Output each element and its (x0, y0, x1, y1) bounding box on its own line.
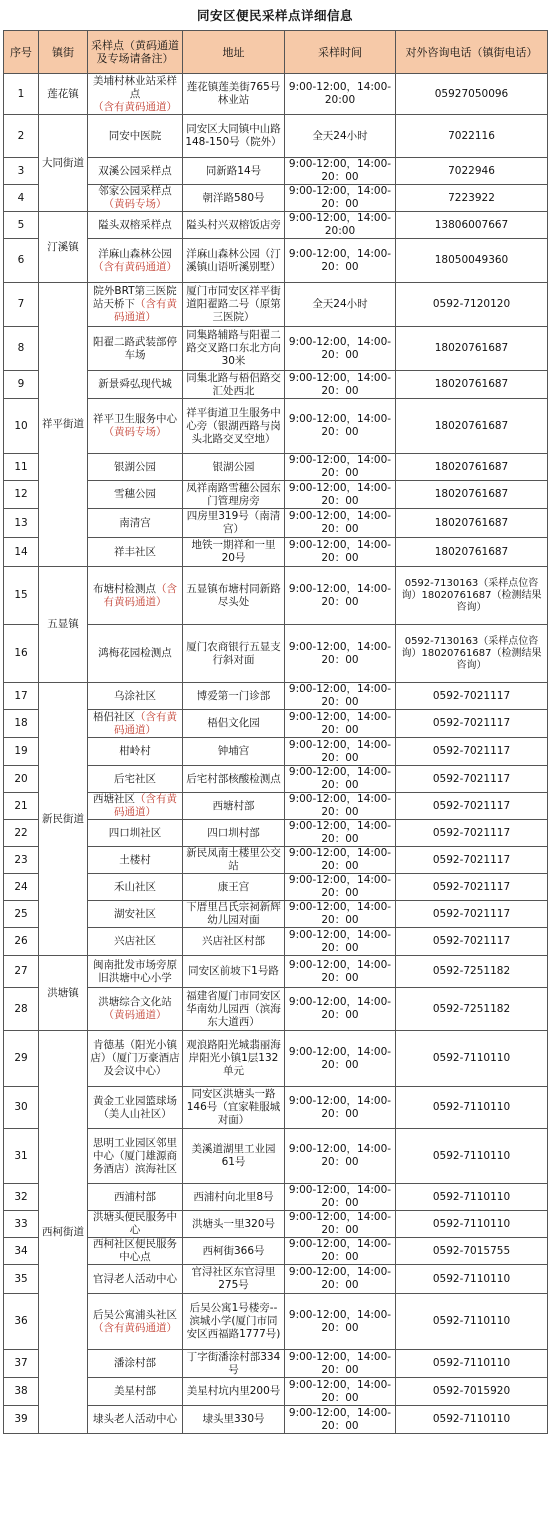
site-name: 官浔老人活动中心 (93, 1272, 177, 1285)
time-cell: 9:00-12:00，14:00-20：00 (285, 1265, 396, 1294)
site-name: 洋麻山森林公园 (98, 247, 172, 260)
row-number: 10 (4, 399, 39, 454)
address-cell: 观浪路阳光城翡丽海岸阳光小镇1层132单元 (183, 1031, 285, 1087)
time-cell: 9:00-12:00，14:00-20：00 (285, 371, 396, 399)
phone-cell: 0592-7110110 (396, 1265, 548, 1294)
time-cell: 9:00-12:00，14:00-20：00 (285, 683, 396, 710)
site-cell (88, 481, 183, 509)
site-cell (88, 988, 183, 1031)
phone-cell: 0592-7021117 (396, 820, 548, 847)
site-name: 乌涂社区 (114, 689, 156, 702)
address-cell: 博爱第一门诊部 (183, 683, 285, 710)
site-cell (88, 74, 183, 115)
site-name: 湖安社区 (114, 907, 156, 920)
time-cell: 9:00-12:00，14:00-20：00 (285, 1184, 396, 1211)
row-number: 26 (4, 928, 39, 956)
table-row (4, 283, 548, 327)
yellow-code-note: （含有黄码通道） (93, 260, 177, 273)
address-cell: 四房里319号（南清宫） (183, 509, 285, 538)
time-cell: 9:00-12:00，14:00-20：00 (285, 793, 396, 820)
site-name: 西浦村部 (114, 1190, 156, 1203)
address-cell: 下厝里吕氏宗祠新辉幼儿园对面 (183, 901, 285, 928)
site-name: 思明工业园区邻里中心（厦门雄源商务酒店）滨海社区 (93, 1136, 177, 1175)
phone-cell: 13806007667 (396, 212, 548, 239)
address-cell: 丁字街潘涂村部334号 (183, 1350, 285, 1378)
row-number: 3 (4, 158, 39, 185)
phone-cell: 0592-7251182 (396, 956, 548, 988)
address-cell: 新民凤南土楼里公交站 (183, 847, 285, 874)
town-cell: 汀溪镇 (39, 212, 88, 283)
time-cell: 9:00-12:00，14:00-20：00 (285, 1129, 396, 1184)
site-cell (88, 1265, 183, 1294)
site-cell (88, 1087, 183, 1129)
site-cell (88, 847, 183, 874)
row-number: 8 (4, 327, 39, 371)
site-name: 后宅社区 (114, 772, 156, 785)
address-cell: 祥平街道卫生服务中心旁（银湖西路与岗头北路交叉空地） (183, 399, 285, 454)
town-cell: 大同街道 (39, 115, 88, 212)
site-cell (88, 115, 183, 158)
row-number: 5 (4, 212, 39, 239)
phone-cell: 0592-7130163（采样点位咨询）18020761687（检测结果咨询） (396, 567, 548, 625)
town-cell: 西柯街道 (39, 1031, 88, 1434)
row-number: 13 (4, 509, 39, 538)
row-number: 17 (4, 683, 39, 710)
phone-cell: 0592-7021117 (396, 901, 548, 928)
address-cell: 钟埔宫 (183, 738, 285, 766)
row-number: 36 (4, 1294, 39, 1350)
phone-cell: 0592-7021117 (396, 683, 548, 710)
address-cell: 同安区前坡下1号路 (183, 956, 285, 988)
address-cell: 同新路14号 (183, 158, 285, 185)
site-name: 后吴公寓浦头社区 (93, 1308, 177, 1321)
phone-cell: 18020761687 (396, 454, 548, 481)
row-number: 6 (4, 239, 39, 283)
address-cell: 同安区大同镇中山路148-150号（院外） (183, 115, 285, 158)
site-name: 西塘社区 (93, 793, 135, 805)
header-phone: 对外咨询电话（镇街电话） (396, 31, 548, 74)
site-cell (88, 928, 183, 956)
phone-cell: 0592-7015755 (396, 1238, 548, 1265)
site-name: 美星村部 (114, 1385, 156, 1397)
site-cell (88, 1129, 183, 1184)
row-number: 38 (4, 1378, 39, 1406)
row-number: 23 (4, 847, 39, 874)
phone-cell: 0592-7021117 (396, 793, 548, 820)
address-cell: 梧侣文化园 (183, 710, 285, 738)
address-cell: 洪塘头一里320号 (183, 1211, 285, 1238)
row-number: 12 (4, 481, 39, 509)
row-number: 1 (4, 74, 39, 115)
site-name: 双溪公园采样点 (98, 164, 172, 177)
yellow-code-note: （黄码专场） (103, 198, 167, 210)
town-cell: 莲花镇 (39, 74, 88, 115)
yellow-code-note: （含有黄码通道） (93, 100, 177, 113)
yellow-code-note: （含有黄码通道） (114, 793, 177, 818)
yellow-code-note: （含有黄码通道） (93, 1321, 177, 1334)
phone-cell: 0592-7120120 (396, 283, 548, 327)
site-name: 银湖公园 (114, 460, 156, 473)
time-cell: 9:00-12:00，14:00-20：00 (285, 1211, 396, 1238)
time-cell: 9:00-12:00，14:00-20：00 (285, 567, 396, 625)
time-cell: 9:00-12:00，14:00-20:00 (285, 74, 396, 115)
time-cell: 9:00-12:00，14:00-20：00 (285, 185, 396, 212)
time-cell: 9:00-12:00，14:00-20：00 (285, 847, 396, 874)
site-cell (88, 901, 183, 928)
phone-cell: 7022946 (396, 158, 548, 185)
time-cell: 9:00-12:00，14:00-20：00 (285, 1350, 396, 1378)
site-cell (88, 567, 183, 625)
header-town: 镇街 (39, 31, 88, 74)
phone-cell: 18020761687 (396, 371, 548, 399)
site-cell (88, 1350, 183, 1378)
phone-cell: 18020761687 (396, 538, 548, 567)
row-number: 19 (4, 738, 39, 766)
time-cell: 9:00-12:00，14:00-20:00 (285, 212, 396, 239)
address-cell: 兴店社区村部 (183, 928, 285, 956)
phone-cell: 0592-7110110 (396, 1211, 548, 1238)
address-cell: 同安区洪塘头一路146号（宜家鞋服城对面） (183, 1087, 285, 1129)
phone-cell: 0592-7021117 (396, 847, 548, 874)
phone-cell: 0592-7130163（采样点位咨询）18020761687（检测结果咨询） (396, 625, 548, 683)
town-cell: 新民街道 (39, 683, 88, 956)
address-cell: 西塘村部 (183, 793, 285, 820)
site-cell (88, 793, 183, 820)
address-cell: 美星村坑内里200号 (183, 1378, 285, 1406)
time-cell: 9:00-12:00，14:00-20：00 (285, 158, 396, 185)
site-name: 祥平卫生服务中心 (93, 413, 177, 425)
phone-cell: 0592-7021117 (396, 710, 548, 738)
phone-cell: 0592-7110110 (396, 1350, 548, 1378)
row-number: 37 (4, 1350, 39, 1378)
site-cell (88, 327, 183, 371)
time-cell: 9:00-12:00，14:00-20：00 (285, 956, 396, 988)
address-cell: 厦门市同安区祥平街道阳翟路二号（原第三医院） (183, 283, 285, 327)
address-cell: 隘头村兴双榕饭店旁 (183, 212, 285, 239)
address-cell: 官浔社区东官浔里275号 (183, 1265, 285, 1294)
phone-cell: 0592-7110110 (396, 1087, 548, 1129)
site-name: 禾山社区 (114, 880, 156, 893)
yellow-code-note: （含有黄码通道） (103, 582, 177, 608)
address-cell: 福建省厦门市同安区华南幼儿园西（滨海东大道西） (183, 988, 285, 1031)
page-title: 同安区便民采样点详细信息 (196, 8, 353, 23)
row-number: 22 (4, 820, 39, 847)
site-name: 邻家公园采样点 (98, 185, 172, 197)
site-name: 同安中医院 (108, 129, 162, 142)
site-name: 院外BRT第三医院站天桥下 (93, 285, 177, 310)
address-cell: 西柯街366号 (183, 1238, 285, 1265)
site-name: 鸿梅花园检测点 (98, 647, 172, 659)
time-cell: 9:00-12:00，14:00-20：00 (285, 399, 396, 454)
site-name: 潘涂村部 (114, 1357, 156, 1369)
phone-cell: 0592-7021117 (396, 766, 548, 793)
phone-cell: 0592-7021117 (396, 738, 548, 766)
table-row (4, 212, 548, 239)
row-number: 11 (4, 454, 39, 481)
site-name: 新景舜弘现代城 (98, 378, 172, 390)
town-cell: 五显镇 (39, 567, 88, 683)
site-cell (88, 371, 183, 399)
site-cell (88, 1031, 183, 1087)
site-cell (88, 1294, 183, 1350)
time-cell: 9:00-12:00，14:00-20：00 (285, 988, 396, 1031)
site-name: 西柯社区便民服务中心点 (93, 1238, 177, 1263)
row-number: 18 (4, 710, 39, 738)
address-cell: 西浦村向北里8号 (183, 1184, 285, 1211)
address-cell: 洋麻山森林公园（汀溪镇山语听溪别墅） (183, 239, 285, 283)
time-cell: 全天24小时 (285, 115, 396, 158)
row-number: 39 (4, 1406, 39, 1434)
address-cell: 同集北路与梧侣路交汇处西北 (183, 371, 285, 399)
site-cell (88, 185, 183, 212)
site-cell (88, 399, 183, 454)
row-number: 7 (4, 283, 39, 327)
row-number: 2 (4, 115, 39, 158)
time-cell: 9:00-12:00，14:00-20：00 (285, 1031, 396, 1087)
site-name: 隘头双榕采样点 (98, 218, 172, 231)
phone-cell: 18020761687 (396, 481, 548, 509)
table-body (4, 74, 548, 1434)
time-cell: 9:00-12:00，14:00-20：00 (285, 1238, 396, 1265)
phone-cell: 0592-7110110 (396, 1031, 548, 1087)
address-cell: 美溪道湖里工业园61号 (183, 1129, 285, 1184)
site-name: 梧侣社区 (93, 710, 135, 723)
row-number: 25 (4, 901, 39, 928)
time-cell: 全天24小时 (285, 283, 396, 327)
address-cell: 后吴公寓1号楼旁--滨城小学(厦门市同安区西福路1777号) (183, 1294, 285, 1350)
time-cell: 9:00-12:00，14:00-20：00 (285, 454, 396, 481)
time-cell: 9:00-12:00，14:00-20：00 (285, 538, 396, 567)
table-row (4, 74, 548, 115)
phone-cell: 0592-7021117 (396, 874, 548, 901)
site-name: 雪穗公园 (114, 488, 156, 500)
address-cell: 后宅村部核酸检测点 (183, 766, 285, 793)
site-name: 埭头老人活动中心 (93, 1413, 177, 1425)
site-cell (88, 874, 183, 901)
site-name: 南清宫 (119, 516, 151, 529)
address-cell: 厦门农商银行五显支行斜对面 (183, 625, 285, 683)
site-name: 阳翟二路武装部停车场 (93, 335, 177, 361)
time-cell: 9:00-12:00，14:00-20：00 (285, 327, 396, 371)
yellow-code-note: （含有黄码通道） (114, 298, 177, 323)
yellow-code-note: （黄码通道） (103, 1009, 167, 1021)
phone-cell: 0592-7021117 (396, 928, 548, 956)
site-cell (88, 212, 183, 239)
site-name: 肯德基（阳光小镇店）（厦门万豪酒店及会议中心） (90, 1039, 180, 1077)
address-cell: 四口圳村部 (183, 820, 285, 847)
site-cell (88, 454, 183, 481)
row-number: 9 (4, 371, 39, 399)
town-cell: 洪塘镇 (39, 956, 88, 1031)
table-row (4, 956, 548, 988)
site-name: 土楼村 (119, 853, 151, 866)
site-cell (88, 1238, 183, 1265)
table-row (4, 1031, 548, 1087)
site-cell (88, 158, 183, 185)
row-number: 14 (4, 538, 39, 567)
time-cell: 9:00-12:00，14:00-20：00 (285, 481, 396, 509)
row-number: 31 (4, 1129, 39, 1184)
site-cell (88, 625, 183, 683)
site-cell (88, 683, 183, 710)
time-cell: 9:00-12:00，14:00-20：00 (285, 1406, 396, 1434)
site-name: 洪塘综合文化站 (98, 996, 172, 1008)
phone-cell: 18020761687 (396, 327, 548, 371)
time-cell: 9:00-12:00，14:00-20：00 (285, 1294, 396, 1350)
phone-cell: 0592-7110110 (396, 1129, 548, 1184)
site-cell (88, 738, 183, 766)
address-cell: 埭头里330号 (183, 1406, 285, 1434)
site-cell (88, 538, 183, 567)
site-cell (88, 820, 183, 847)
address-cell: 凤祥南路雪穗公园东门管理房旁 (183, 481, 285, 509)
row-number: 21 (4, 793, 39, 820)
row-number: 20 (4, 766, 39, 793)
table-header-row (4, 31, 548, 74)
site-cell (88, 1406, 183, 1434)
phone-cell: 18020761687 (396, 509, 548, 538)
phone-cell: 0592-7110110 (396, 1406, 548, 1434)
phone-cell: 0592-7110110 (396, 1184, 548, 1211)
site-name: 闽南批发市场旁原旧洪塘中心小学 (93, 958, 177, 984)
site-name: 柑岭村 (119, 745, 151, 757)
row-number: 27 (4, 956, 39, 988)
phone-cell: 18020761687 (396, 399, 548, 454)
time-cell: 9:00-12:00，14:00-20：00 (285, 901, 396, 928)
site-cell (88, 509, 183, 538)
phone-cell: 0592-7251182 (396, 988, 548, 1031)
site-cell (88, 766, 183, 793)
site-name: 祥丰社区 (114, 545, 156, 558)
site-cell (88, 1378, 183, 1406)
row-number: 35 (4, 1265, 39, 1294)
table-row (4, 683, 548, 710)
time-cell: 9:00-12:00，14:00-20：00 (285, 820, 396, 847)
site-cell (88, 956, 183, 988)
address-cell: 银湖公园 (183, 454, 285, 481)
phone-cell: 05927050096 (396, 74, 548, 115)
time-cell: 9:00-12:00，14:00-20：00 (285, 874, 396, 901)
town-cell: 祥平街道 (39, 283, 88, 567)
row-number: 28 (4, 988, 39, 1031)
row-number: 15 (4, 567, 39, 625)
row-number: 4 (4, 185, 39, 212)
row-number: 33 (4, 1211, 39, 1238)
row-number: 34 (4, 1238, 39, 1265)
site-cell (88, 710, 183, 738)
address-cell: 康王宫 (183, 874, 285, 901)
site-name: 美埔村林业站采样点 (93, 74, 177, 100)
row-number: 30 (4, 1087, 39, 1129)
site-name: 黄金工业园篮球场（美人山社区） (93, 1094, 177, 1120)
phone-cell: 7223922 (396, 185, 548, 212)
phone-cell: 18050049360 (396, 239, 548, 283)
table-row (4, 115, 548, 158)
site-name: 兴店社区 (114, 935, 156, 947)
yellow-code-note: （黄码专场） (103, 426, 167, 438)
header-address: 地址 (183, 31, 285, 74)
address-cell: 朝洋路580号 (183, 185, 285, 212)
time-cell: 9:00-12:00，14:00-20：00 (285, 1378, 396, 1406)
yellow-code-note: （含有黄码通道） (114, 710, 177, 736)
site-name: 四口圳社区 (108, 826, 162, 839)
time-cell: 9:00-12:00，14:00-20：00 (285, 738, 396, 766)
time-cell: 9:00-12:00，14:00-20：00 (285, 1087, 396, 1129)
time-cell: 9:00-12:00，14:00-20：00 (285, 239, 396, 283)
phone-cell: 0592-7015920 (396, 1378, 548, 1406)
address-cell: 地铁一期祥和一里20号 (183, 538, 285, 567)
time-cell: 9:00-12:00，14:00-20：00 (285, 928, 396, 956)
row-number: 16 (4, 625, 39, 683)
time-cell: 9:00-12:00，14:00-20：00 (285, 509, 396, 538)
header-site: 采样点（黄码通道及专场请备注） (88, 31, 183, 74)
site-cell (88, 239, 183, 283)
row-number: 24 (4, 874, 39, 901)
phone-cell: 7022116 (396, 115, 548, 158)
time-cell: 9:00-12:00，14:00-20：00 (285, 625, 396, 683)
header-no: 序号 (4, 31, 39, 74)
row-number: 32 (4, 1184, 39, 1211)
time-cell: 9:00-12:00，14:00-20：00 (285, 710, 396, 738)
phone-cell: 0592-7110110 (396, 1294, 548, 1350)
site-cell (88, 1184, 183, 1211)
address-cell: 同集路辅路与阳翟二路交叉路口东北方向30米 (183, 327, 285, 371)
header-time: 采样时间 (285, 31, 396, 74)
row-number: 29 (4, 1031, 39, 1087)
sampling-sites-table (3, 30, 548, 1434)
site-name: 布塘村检测点 (93, 582, 156, 595)
address-cell: 五显镇布塘村同新路尽头处 (183, 567, 285, 625)
site-cell (88, 283, 183, 327)
time-cell: 9:00-12:00，14:00-20：00 (285, 766, 396, 793)
address-cell: 莲花镇莲美街765号林业站 (183, 74, 285, 115)
site-name: 洪塘头便民服务中心 (93, 1211, 177, 1236)
table-row (4, 567, 548, 625)
site-cell (88, 1211, 183, 1238)
